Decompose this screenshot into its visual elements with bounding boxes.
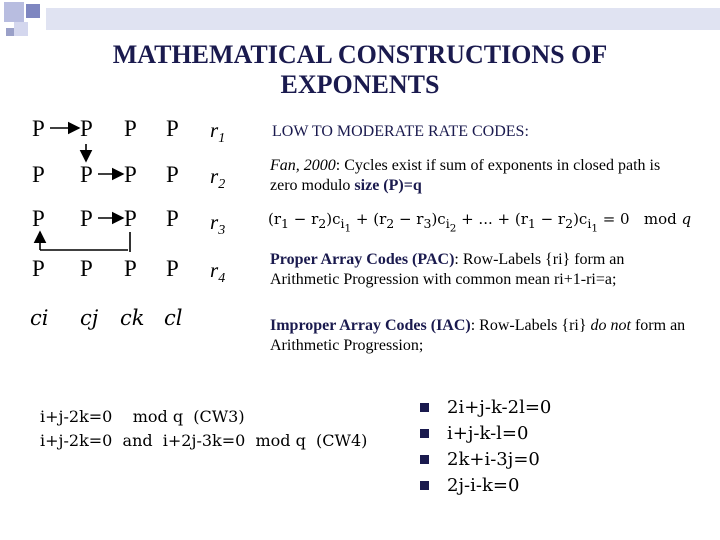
- bullet-item: i+j-k-l=0: [420, 420, 551, 446]
- col-label-i: ci: [30, 306, 49, 330]
- condition-cw3: i+j-2k=0 mod q (CW3): [40, 407, 245, 426]
- grid-p-r2-c2: P: [80, 162, 93, 187]
- row-label-4: $r_4$: [210, 258, 226, 287]
- grid-p-r4-c3: P: [124, 256, 137, 281]
- bullet-square-icon: [420, 429, 429, 438]
- grid-p-r3-c3: P: [124, 206, 137, 231]
- bullet-square-icon: [420, 403, 429, 412]
- grid-p-r3-c1: P: [32, 206, 45, 231]
- grid-p-r4-c4: P: [166, 256, 179, 281]
- slide-title: MATHEMATICAL CONSTRUCTIONS OF EXPONENTS: [112, 40, 608, 99]
- grid-p-r2-c3: P: [124, 162, 137, 187]
- iac-label: Improper Array Codes (IAC): [270, 317, 471, 334]
- grid-p-r1-c4: P: [166, 116, 179, 141]
- pac-body: : Row-Labels {ri} form an Arithmetic Progression with common mean ri+1-ri=a;: [270, 251, 625, 288]
- condition-cw4: i+j-2k=0 and i+2j-3k=0 mod q (CW4): [40, 431, 368, 450]
- rate-codes-heading: LOW TO MODERATE RATE CODES:: [272, 123, 529, 140]
- grid-p-r4-c1: P: [32, 256, 45, 281]
- bullet-square-icon: [420, 455, 429, 464]
- grid-p-r4-c2: P: [80, 256, 93, 281]
- fan-body: : Cycles exist if sum of exponents in closed path is zero modulo: [270, 157, 661, 194]
- pac-paragraph: [270, 250, 690, 290]
- grid-p-r1-c3: P: [124, 116, 137, 141]
- iac-not: do not: [590, 317, 631, 334]
- bullet-item: 2j-i-k=0: [420, 472, 551, 498]
- col-label-l: cl: [164, 306, 183, 330]
- fan-size: size (P)=q: [354, 177, 422, 194]
- iac-body-1: : Row-Labels {ri}: [470, 317, 591, 334]
- row-label-1: $r_1$: [210, 118, 226, 147]
- grid-p-r2-c4: P: [166, 162, 179, 187]
- grid-p-r3-c2: P: [80, 206, 93, 231]
- fan-citation: Fan, 2000: [270, 157, 336, 174]
- iac-body-2: form an Arithmetic Progression;: [270, 317, 686, 354]
- grid-p-r1-c2: P: [80, 116, 93, 141]
- bullet-item: 2k+i-3j=0: [420, 446, 551, 472]
- grid-p-r1-c1: P: [32, 116, 45, 141]
- bullet-item: 2i+j-k-2l=0: [420, 394, 551, 420]
- grid-p-r2-c1: P: [32, 162, 45, 187]
- cycle-equation: $(r_1 - r_2)c_{i_1} + (r_2 - r_3)c_{i_2}$ + ... + $(r_1 - r_2)c_{i_1} = 0$ mod q: [268, 210, 692, 235]
- col-label-j: cj: [80, 306, 99, 330]
- row-label-2: $r_2$: [210, 164, 226, 193]
- grid-p-r3-c4: P: [166, 206, 179, 231]
- bullet-list: [420, 394, 551, 498]
- row-label-3: $r_3$: [210, 210, 226, 239]
- fan-paragraph: [270, 156, 680, 196]
- iac-paragraph: [270, 316, 690, 356]
- pac-label: Proper Array Codes (PAC): [270, 251, 455, 268]
- col-label-k: ck: [120, 306, 145, 330]
- bullet-square-icon: [420, 481, 429, 490]
